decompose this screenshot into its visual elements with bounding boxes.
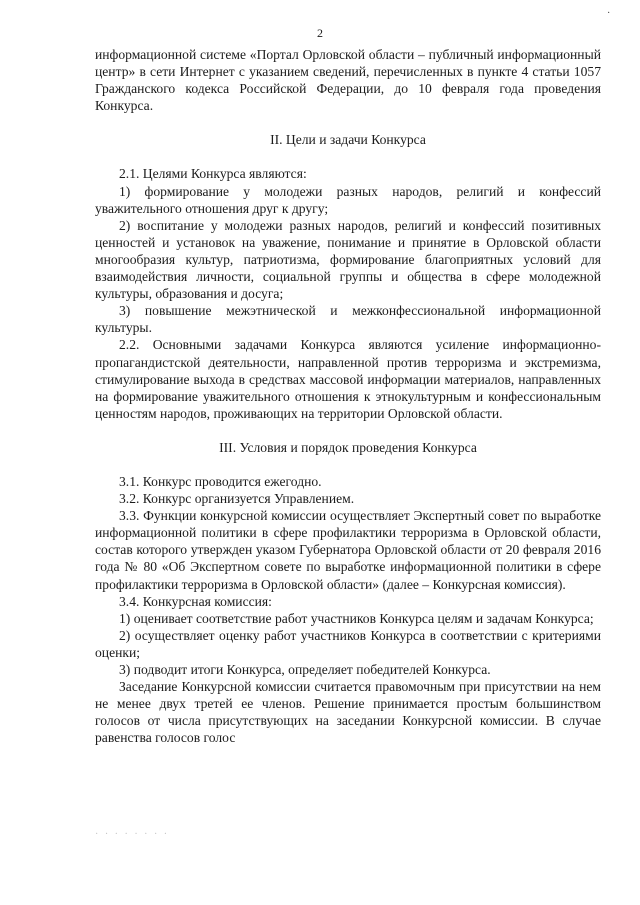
section-2-heading: II. Цели и задачи Конкурса: [270, 132, 426, 148]
intro-paragraph: информационной системе «Портал Орловской области – публичный информационный центр» в сети Интернет с указанием сведений, перечисленных в пункте 4 статьи 1057 Гражданского кодекса Российской Федерации, до 10 февраля года проведения Конкурса.: [95, 47, 601, 114]
clause-3-4-item-3: 3) подводит итоги Конкурса, определяет победителей Конкурса.: [119, 662, 491, 677]
clause-2-1-item-2: 2) воспитание у молодежи разных народов, религий и конфессий позитивных ценностей и установок на уважение, понимание и принятие в Орловской области многообразия культур, патриотизма, формирование благоприятных условий для взаимодействия личности, социальной группы и общества в сфере молодежной культуры, образования и досуга;: [95, 217, 601, 302]
corner-mark: ·: [607, 8, 611, 19]
clause-2-1-item-1: 1) формирование у молодежи разных народов, религий и конфессий уважительного отношения друг к другу;: [95, 183, 601, 216]
session-quorum-paragraph: Заседание Конкурсной комиссии считается правомочным при присутствии на нем не менее двух третей ее членов. Решение принимается простым большинством голосов от числа присутствующих на заседании Конкурсной комиссии. В случае равенства голосов голос: [95, 679, 601, 746]
clause-3-1: 3.1. Конкурс проводится ежегодно.: [119, 473, 322, 489]
clause-3-4-item-2: 2) осуществляет оценку работ участников Конкурса в соответствии с критериями оценки;: [95, 627, 601, 660]
clause-2-1: 2.1. Целями Конкурса являются:: [119, 166, 307, 182]
clause-2-2: 2.2. Основными задачами Конкурса являются усиление информационно-пропагандистской деятельности, направленной против терроризма и экстремизма, стимулирование выхода в средствах массовой информации материалов, направленных на формирование уважительного отношения к этнокультурным и конфессиональным ценностям народов, проживающих на территории Орловской области.: [95, 337, 601, 421]
document-body: [95, 46, 601, 746]
clause-3-3: 3.3. Функции конкурсной комиссии осуществляет Экспертный совет по выработке информационной политики в сфере профилактики терроризма в Орловской области, состав которого утвержден указом Губернатора Орловской области от 20 февраля 2016 года № 80 «Об Экспертном совете по выработке информационной политики в сфере профилактики терроризма в Орловской области» (далее – Конкурсная комиссия).: [95, 508, 601, 592]
clause-3-4: 3.4. Конкурсная комиссия:: [119, 593, 272, 609]
clause-2-1-item-3: 3) повышение межэтнической и межконфессиональной информационной культуры.: [95, 303, 601, 336]
section-3-heading: III. Условия и порядок проведения Конкурса: [219, 439, 477, 455]
clause-3-4-item-1: 1) оценивает соответствие работ участников Конкурса целям и задачам Конкурса;: [119, 610, 594, 626]
faded-scan-text: · · · · · · · ·: [95, 829, 170, 840]
clause-3-2: 3.2. Конкурс организуется Управлением.: [119, 491, 355, 507]
page-number: 2: [317, 26, 323, 40]
